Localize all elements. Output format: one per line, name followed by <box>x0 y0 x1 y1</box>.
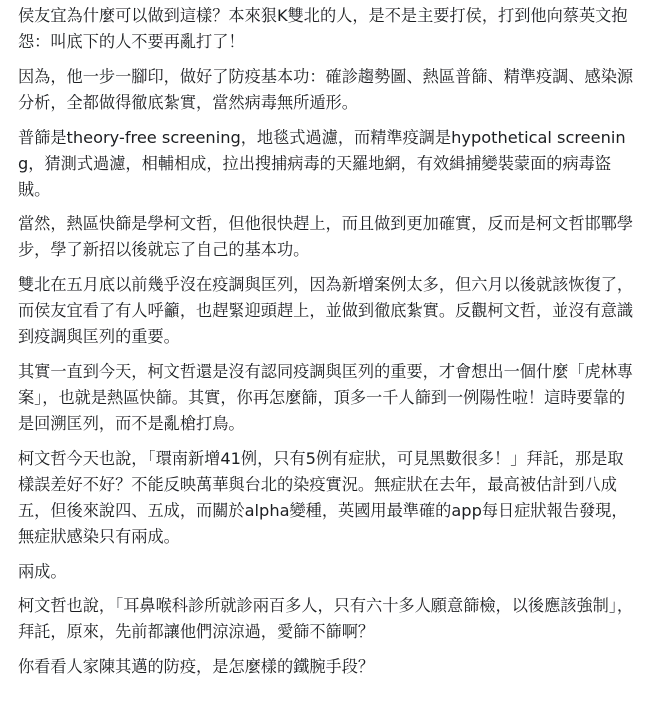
paragraph-6: 其實一直到今天，柯文哲還是沒有認同疫調與匡列的重要，才會想出一個什麼「虎林專案」，也就是熱區快篩。其實，你再怎麼篩，頂多一千人篩到一例陽性啦！這時要靠的是回溯匡列，而不是亂槍打鳥。 <box>18 362 634 433</box>
paragraph-7: 柯文哲今天也說，「環南新增41例，只有5例有症狀，可見黑數很多！」拜託，那是取樣誤差好不好？不能反映萬華與台北的染疫實況。無症狀在去年，最高被估計到八成五，但後來說四、五成，而關於alpha變種，英國用最準確的app每日症狀報告發現，無症狀感染只有兩成。 <box>18 448 628 546</box>
paragraph-4: 當然，熱區快篩是學柯文哲，但他很快趕上，而且做到更加確實，反而是柯文哲邯鄲學步，學了新招以後就忘了自己的基本功。 <box>18 214 634 260</box>
post-body <box>0 3 656 728</box>
paragraph-10: 你看看人家陳其邁的防疫，是怎麼樣的鐵腕手段？ <box>18 657 375 677</box>
paragraph-1: 侯友宜為什麼可以做到這樣？本來狠K雙北的人，是不是主要打侯，打到他向蔡英文抱怨：叫底下的人不要再亂打了！ <box>18 6 628 51</box>
paragraph-3: 普篩是theory-free screening，地毯式過濾，而精準疫調是hypothetical screening，猜測式過濾，相輔相成，拉出搜捕病毒的天羅地網，有效緝捕變裝蒙面的病毒盜賊。 <box>18 127 626 199</box>
paragraph-9: 柯文哲也說，「耳鼻喉科診所就診兩百多人，只有六十多人願意篩檢，以後應該強制」，拜託，原來，先前都讓他們涼涼過，愛篩不篩啊？ <box>18 596 634 642</box>
paragraph-8: 兩成。 <box>18 561 67 581</box>
paragraph-2: 因為，他一步一腳印，做好了防疫基本功：確診趨勢圖、熱區普篩、精準疫調、感染源分析，全都做得徹底紮實，當然病毒無所遁形。 <box>18 66 634 112</box>
paragraph-5: 雙北在五月底以前幾乎沒在疫調與匡列，因為新增案例太多，但六月以後就該恢復了，而侯友宜看了有人呼籲，也趕緊迎頭趕上，並做到徹底紮實。反觀柯文哲，並沒有意識到疫調與匡列的重要。 <box>18 275 634 347</box>
